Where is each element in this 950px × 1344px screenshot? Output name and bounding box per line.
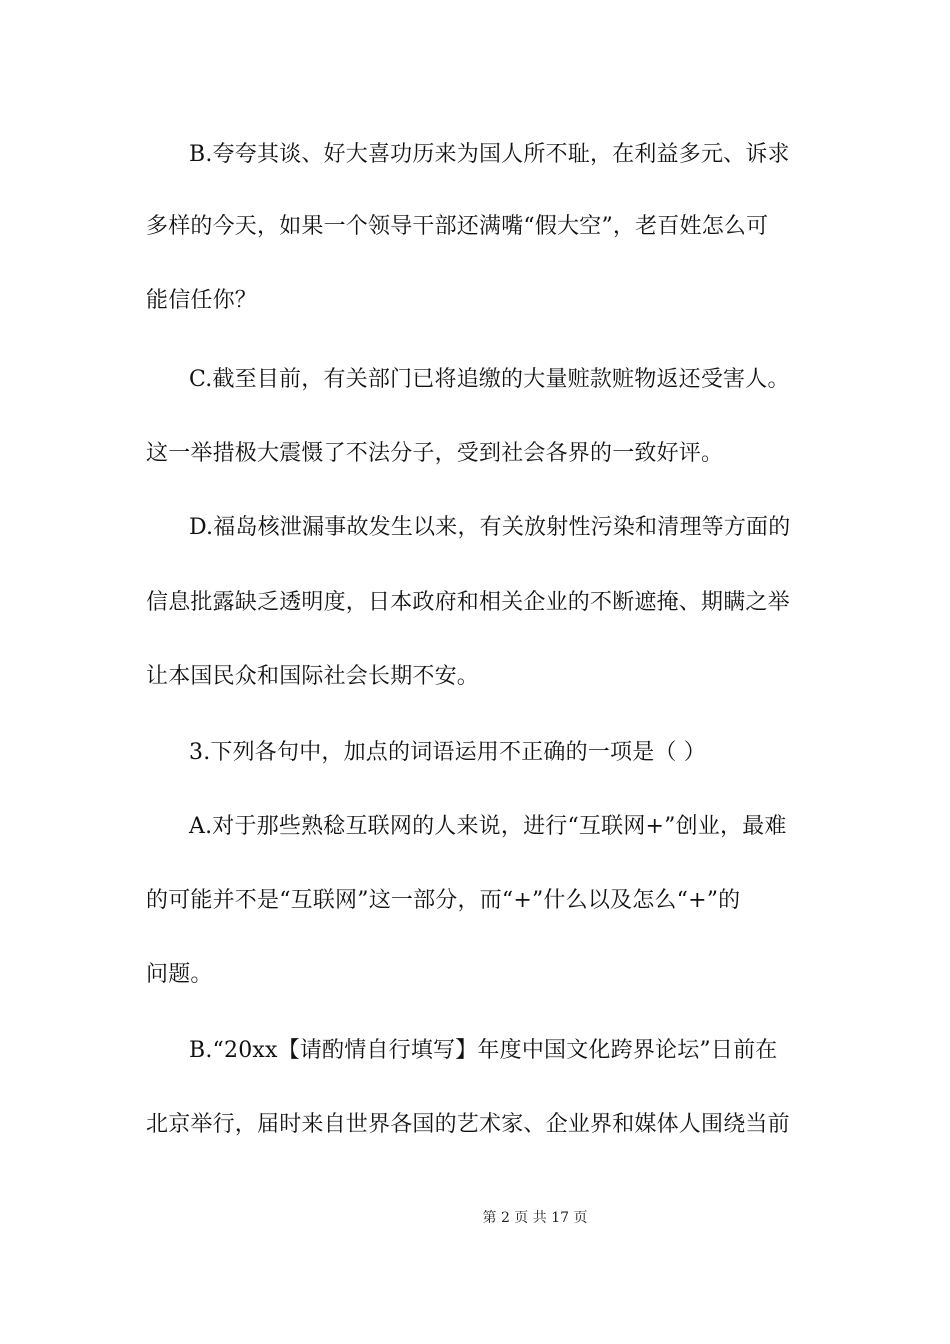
text-line: B.“20xx【请酌情自行填写】年度中国文化跨界论坛”日前在 [189, 1038, 778, 1063]
text-line: 信息批露缺乏透明度，日本政府和相关企业的不断遮掩、期瞒之举 [146, 590, 790, 615]
text-line: A.对于那些熟稔互联网的人来说，进行“互联网+”创业，最难 [189, 814, 787, 839]
text-line: 这一举措极大震慑了不法分子，受到社会各界的一致好评。 [146, 441, 724, 466]
text-line: 让本国民众和国际社会长期不安。 [146, 664, 480, 689]
text-line: 问题。 [146, 962, 213, 987]
question-heading: 3.下列各句中，加点的词语运用不正确的一项是（ ） [189, 740, 706, 765]
text-line: B.夸夸其谈、好大喜功历来为国人所不耻，在利益多元、诉求 [189, 142, 790, 167]
text-line: C.截至目前，有关部门已将追缴的大量赃款赃物返还受害人。 [189, 367, 790, 392]
text-line: 的可能并不是“互联网”这一部分，而“+”什么以及怎么“+”的 [146, 888, 741, 913]
text-line: 北京举行，届时来自世界各国的艺术家、企业界和媒体人围绕当前 [146, 1112, 790, 1137]
page-number-footer: 第 2 页 共 17 页 [482, 1210, 588, 1226]
text-line: D.福岛核泄漏事故发生以来，有关放射性污染和清理等方面的 [189, 515, 791, 540]
text-line: 多样的今天，如果一个领导干部还满嘴“假大空”，老百姓怎么可 [146, 214, 769, 239]
text-line: 能信任你？ [146, 288, 258, 313]
